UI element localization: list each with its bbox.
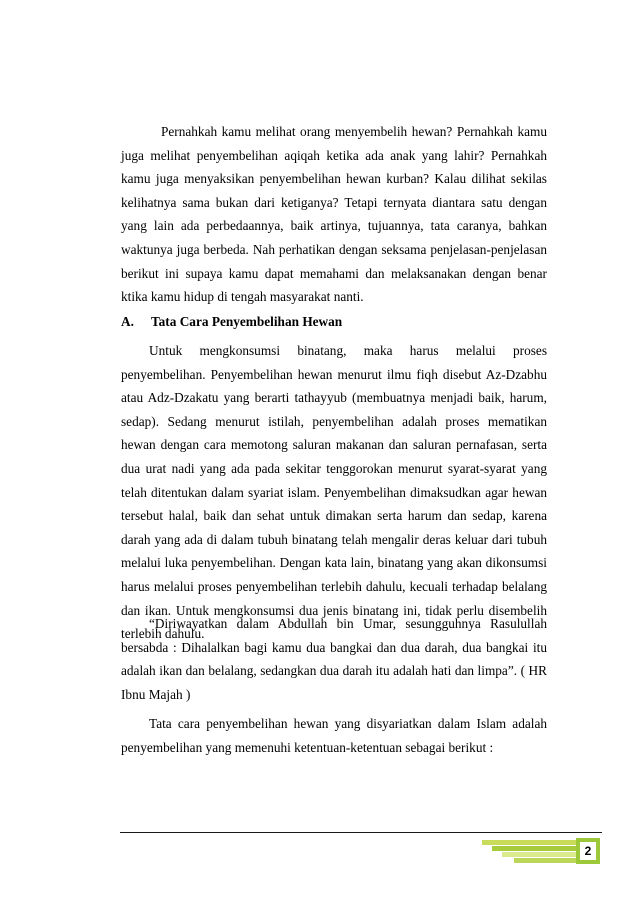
footer-divider: [120, 832, 602, 833]
page-number: 2: [580, 842, 596, 860]
footer-decoration-band: [482, 840, 576, 845]
intro-paragraph: Pernahkah kamu melihat orang menyembelih hewan? Pernahkah kamu juga melihat penyembelihan aqiqah ketika ada anak yang lahir? Pernahkah kamu juga menyaksikan penyembelihan hewan kurban? Kalau dilihat sekilas kelihatnya sama bukan dari ketiganya? Tetapi ternyata diantara satu dengan yang lain ada perbedaannya, baik artinya, tujuannya, tata caranya, bahkan waktunya juga berbeda. Nah perhatikan dengan seksama penjelasan-penjelasan berikut ini supaya kamu dapat memahami dan melaksanakan dengan benar ktika kamu hidup di tengah masyarakat nanti.: [121, 124, 547, 305]
section-number: A.: [121, 314, 134, 329]
footer-decoration-band: [502, 852, 576, 857]
section-heading: [121, 313, 547, 331]
page-number-badge: [576, 838, 600, 864]
closing-paragraph: Tata cara penyembelihan hewan yang disyariatkan dalam Islam adalah penyembelihan yang memenuhi ketentuan-ketentuan sebagai berikut :: [121, 716, 547, 755]
hadith-paragraph: “Diriwayatkan dalam Abdullah bin Umar, sesungguhnya Rasulullah bersabda : Dihalalkan bagi kamu dua bangkai dan dua darah, dua bangkai itu adalah ikan dan belalang, sedangkan dua darah itu adalah hati dan limpa”. ( HR Ibnu Majah ): [121, 616, 547, 702]
footer-decoration-band: [492, 846, 576, 851]
definition-paragraph: Untuk mengkonsumsi binatang, maka harus melalui proses penyembelihan. Penyembelihan hewan menurut ilmu fiqh disebut Az-Dzabhu atau Adz-Dzakatu yang berarti tathayyub (membuatnya menjadi baik, harum, sedap). Sedang menurut istilah, penyembelihan adalah proses mematikan hewan dengan cara memotong saluran makanan dan saluran pernafasan, serta dua urat nadi yang ada pada sekitar tenggorokan menurut syarat-syarat yang telah ditentukan dalam syariat islam. Penyembelihan dimaksudkan agar hewan tersebut halal, baik dan sehat untuk dimakan serta harum dan sedap, karena darah yang ada di dalam tubuh binatang telah mengalir deras keluar dari tubuh melalui luka penyembelihan. Dengan kata lain, binatang yang akan dikonsumsi harus melalui proses penyembelihan terlebih dahulu, kecuali terhadap belalang dan ikan. Untuk mengkonsumsi dua jenis binatang ini, tidak perlu disembelih terlebih dahulu.: [121, 343, 547, 642]
footer-decoration-band: [514, 858, 576, 863]
section-title: Tata Cara Penyembelihan Hewan: [151, 314, 343, 329]
